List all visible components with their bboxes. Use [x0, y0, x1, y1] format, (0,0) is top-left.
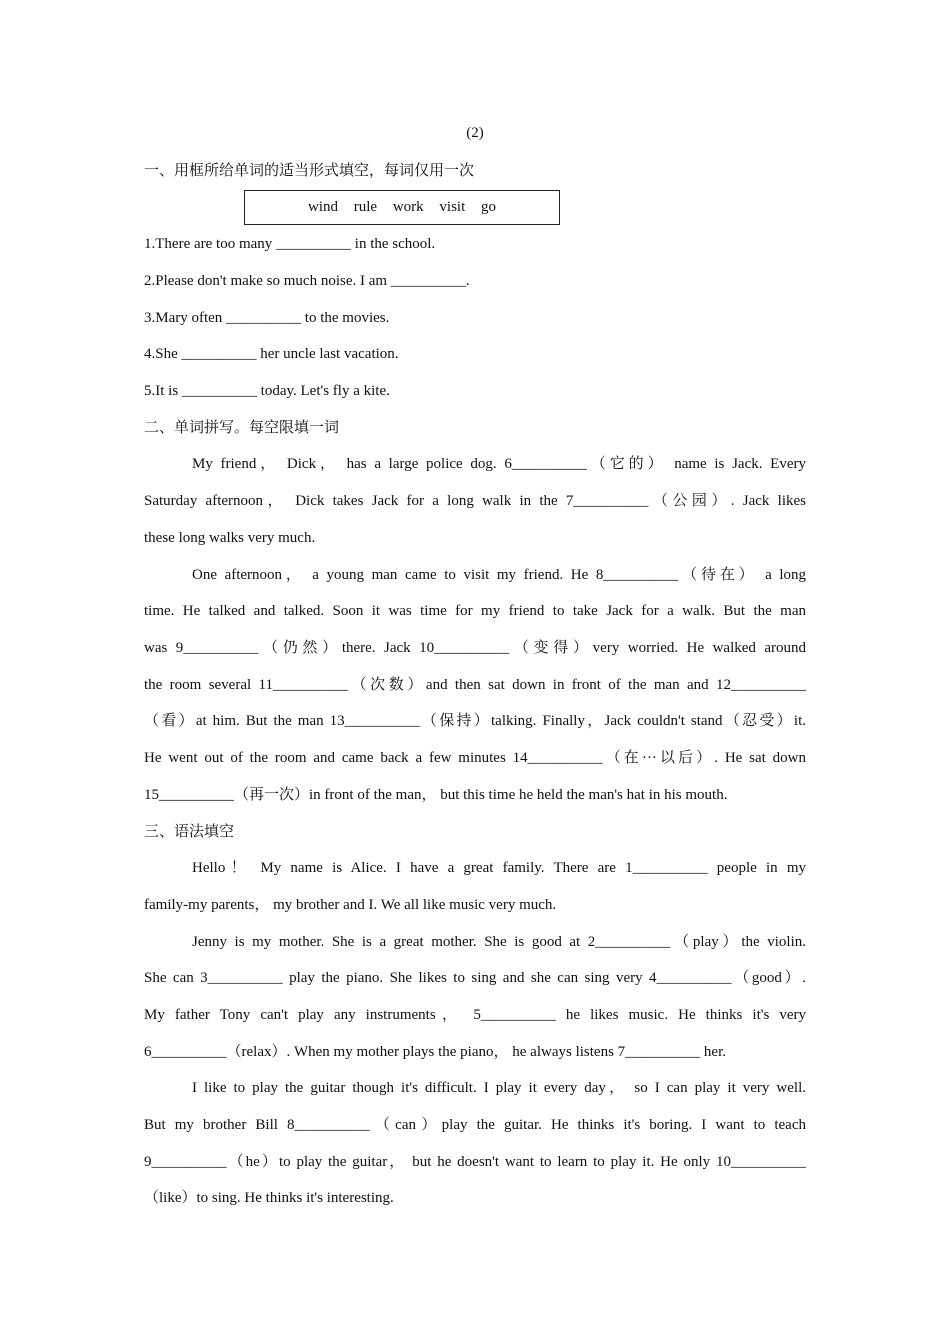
section3-line: My father Tony can't play any instruments， 5__________ he likes music. He thinks it's very [144, 1007, 806, 1023]
section1-item: 4.She __________ her uncle last vacation. [144, 346, 399, 362]
section1-item: 3.Mary often __________ to the movies. [144, 310, 390, 326]
section2-line: the room several 11__________（次数）and then sat down in front of the man and 12__________ [144, 677, 806, 693]
word-box-item: go [481, 199, 496, 215]
section2-line: 15__________（再一次）in front of the man， but this time he held the man's hat in his mouth. [144, 787, 728, 803]
section2-line: （看）at him. But the man 13__________（保持）talking. Finally，Jack couldn't stand（忍受）it. [144, 713, 806, 729]
section1-item: 5.It is __________ today. Let's fly a kite. [144, 383, 390, 399]
section3-heading: 三、语法填空 [144, 822, 235, 840]
section1-heading: 一、用框所给单词的适当形式填空，每词仅用一次 [144, 161, 475, 179]
word-box-item: wind [308, 199, 338, 215]
word-box-item: rule [353, 199, 378, 215]
section3-line: I like to play the guitar though it's difficult. I play it every day， so I can play it very well. [192, 1080, 806, 1096]
section2-line: was 9__________（仍然）there. Jack 10__________（变得）very worried. He walked around [144, 640, 806, 656]
section3-line: 9__________（he）to play the guitar， but he doesn't want to learn to play it. He only 10__________ [144, 1154, 806, 1170]
section3-line: （like）to sing. He thinks it's interesting. [144, 1190, 394, 1206]
word-box-item: work [392, 199, 424, 215]
section2-line: He went out of the room and came back a few minutes 14__________（在···以后）. He sat down [144, 750, 806, 766]
section2-heading: 二、单词拼写。每空限填一词 [144, 418, 340, 436]
word-box [244, 190, 560, 225]
section3-line: Hello！ My name is Alice. I have a great family. There are 1__________ people in my [192, 860, 806, 876]
section2-line: these long walks very much. [144, 530, 316, 546]
section1-item: 2.Please don't make so much noise. I am __________. [144, 273, 470, 289]
section2-line: My friend， Dick， has a large police dog. 6__________（它的） name is Jack. Every [192, 456, 806, 472]
section3-line: Jenny is my mother. She is a great mother. She is good at 2__________（play）the violin. [192, 934, 806, 950]
section3-line: family-my parents， my brother and I. We all like music very much. [144, 897, 557, 913]
section3-line: 6__________（relax）. When my mother plays the piano， he always listens 7__________ her. [144, 1044, 726, 1060]
page-title: (2) [466, 125, 484, 141]
section2-line: One afternoon， a young man came to visit my friend. He 8__________（待在） a long [192, 567, 806, 583]
section1-item: 1.There are too many __________ in the school. [144, 236, 436, 252]
section3-line: She can 3__________ play the piano. She likes to sing and she can sing very 4__________（good）. [144, 970, 806, 986]
word-box-item: visit [439, 199, 466, 215]
section2-line: time. He talked and talked. Soon it was time for my friend to take Jack for a walk. But the man [144, 603, 806, 619]
section3-line: But my brother Bill 8__________（can）play the guitar. He thinks it's boring. I want to teach [144, 1117, 806, 1133]
section2-line: Saturday afternoon， Dick takes Jack for a long walk in the 7__________（公园）. Jack likes [144, 493, 806, 509]
